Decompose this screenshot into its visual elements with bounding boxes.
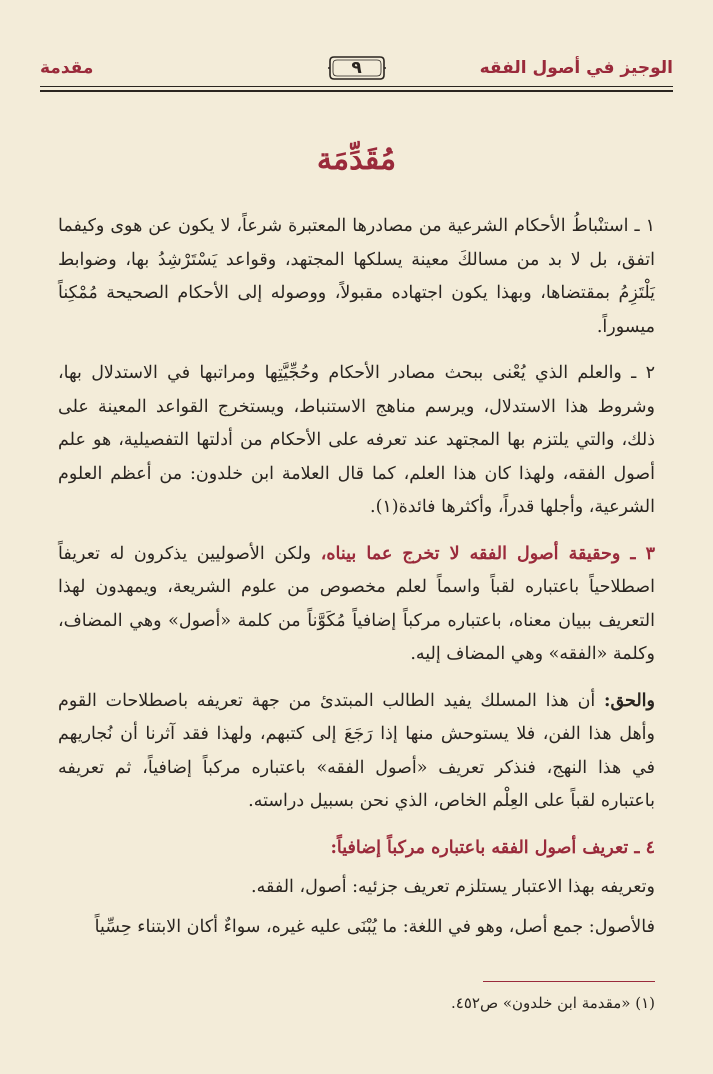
paragraph-6 [58, 911, 655, 945]
book-title: الوجيز في أصول الفقه [479, 58, 673, 78]
page-number-ornament [328, 53, 386, 83]
paragraph-4-lead: والحق: [604, 690, 655, 711]
footnote: (١) «مقدمة ابن خلدون» ص٤٥٢. [451, 994, 655, 1012]
paragraph-5-text: وتعريفه بهذا الاعتبار يستلزم تعريف جزئيه: أصول، الفقه. [251, 877, 655, 897]
paragraph-3 [58, 538, 655, 672]
paragraph-2 [58, 357, 655, 525]
chapter-title: مُقَدِّمَة [316, 142, 397, 177]
paragraph-4 [58, 685, 655, 819]
section-4-heading [58, 832, 655, 866]
paragraph-1-text: ١ ـ استنْباطُ الأحكام الشرعية من مصادرها المعتبرة شرعاً، لا يكون عن هوى وكيفما اتفق، بل لا بد من مسالكَ معينة يسلكها المجتهد، وقواعد يَسْتَرْشِدُ بها، وضوابط يَلْتَزِمُ بمقتضاها، وبهذا يكون اجتهاده مقبولاً، ووصوله إلى الأحكام الصحيحة مُمْكِناً ميسوراً. [58, 216, 655, 337]
running-header [40, 48, 673, 88]
paragraph-6-text: فالأصول: جمع أصل، وهو في اللغة: ما يُبْنَى عليه غيره، سواءٌ أكان الابتناء حِسِّياً [94, 916, 655, 937]
paragraph-5 [58, 871, 655, 905]
paragraph-4-text: أن هذا المسلك يفيد الطالب المبتدئ من جهة تعريفه باصطلاحات القوم وأهل هذا الفن، فلا يستوحش منها إذا رَجَعَ إلى كتبهم، ولهذا فقد آثرنا أن نُجاريهم في هذا النهج، فنذكر تعريف «أصول الفقه» باعتباره مركباً إضافياً، ثم تعريفه باعتباره لقباً على العِلْم الخاص، الذي نحن بسبيل دراسته. [58, 690, 655, 811]
paragraph-2-text: ٢ ـ والعلم الذي يُعْنى ببحث مصادر الأحكام وحُجِّيَّتِها ومراتبها في الاستدلال بها، وشروط هذا الاستدلال، ويرسم مناهج الاستنباط، ويستخرج القواعد المعينة على ذلك، والتي يلتزم بها المجتهد عند تعرفه على الأحكام من أدلتها التفصيلية، هو علم أصول الفقه، ولهذا كان هذا العلم، كما قال العلامة ابن خلدون: من أعظم العلوم الشرعية، وأجلها قدراً، وأكثرها فائدة(١). [58, 363, 655, 517]
paragraph-3-text: ولكن الأصوليين يذكرون له تعريفاً اصطلاحياً باعتباره لقباً واسماً لعلم مخصوص من علوم الشريعة، ويمهدون لهذا التعريف ببيان معناه، باعتباره مركباً إضافياً مُكَوَّناً من كلمة «أصول» وهي المضاف، وكلمة «الفقه» وهي المضاف إليه. [58, 543, 655, 664]
header-rule-thin [40, 86, 673, 87]
paragraph-3-lead: ٣ ـ وحقيقة أصول الفقه لا تخرج عما بيناه، [320, 543, 656, 564]
section-4-heading-text: ٤ ـ تعريف أصول الفقه باعتباره مركباً إضافياً: [330, 837, 655, 858]
header-rule-thick [40, 90, 673, 92]
body-text [58, 210, 655, 957]
paragraph-1 [58, 210, 655, 344]
footnote-rule [483, 981, 655, 982]
page-number: ٩ [351, 58, 362, 78]
section-title: مقدمة [40, 58, 94, 78]
